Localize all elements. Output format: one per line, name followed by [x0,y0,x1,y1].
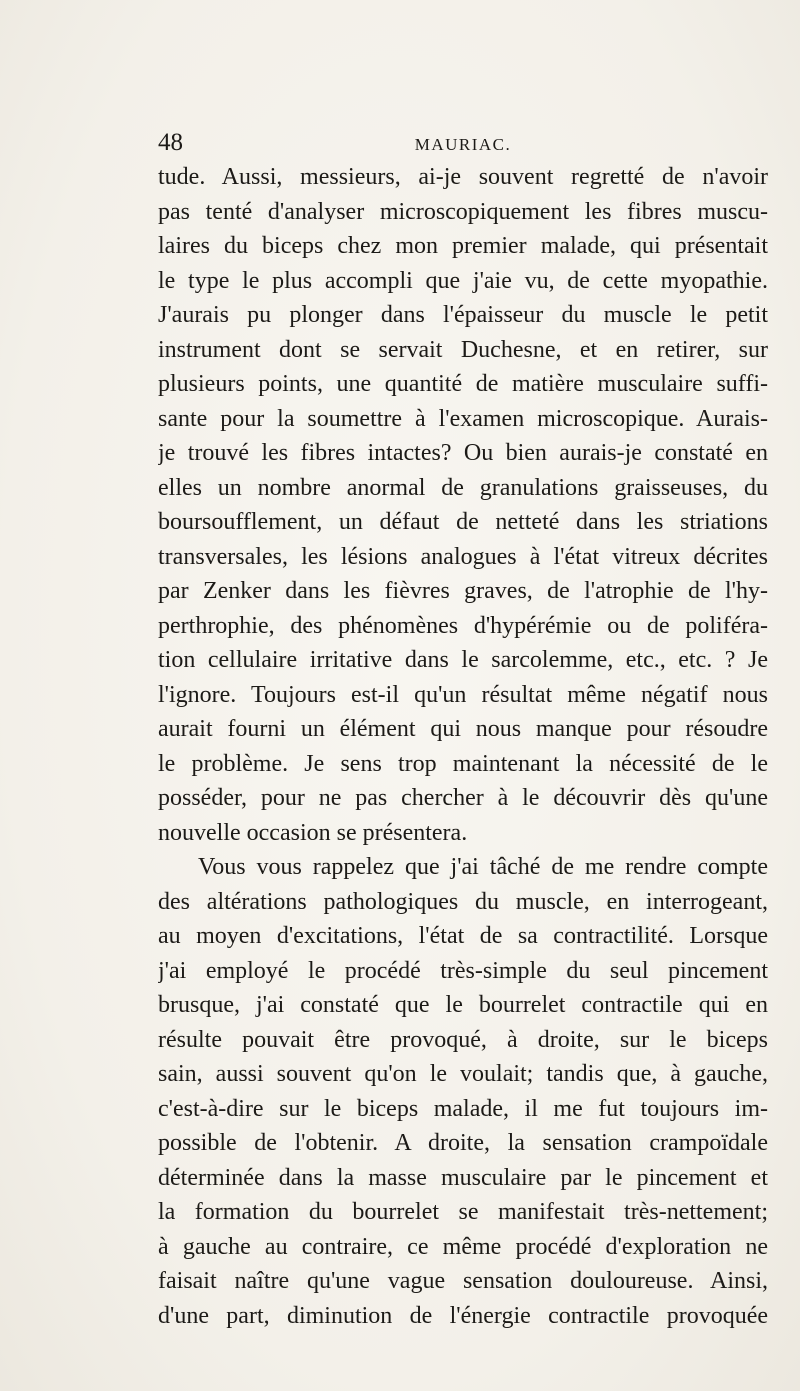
text-line: sain, aussi souvent qu'on le voulait; tandis que, à gauche, [158,1061,768,1087]
text-line: tion cellulaire irritative dans le sarcolemme, etc., etc. ? Je [158,647,768,673]
text-line: c'est-à-dire sur le biceps malade, il me fut toujours im- [158,1095,768,1122]
text-line: sante pour la soumettre à l'examen microscopique. Aurais- [158,405,768,432]
text-line: plusieurs points, une quantité de matière musculaire suffi- [158,371,768,397]
text-line: elles un nombre anormal de granulations graisseuses, du [158,474,768,501]
text-line: au moyen d'excitations, l'état de sa contractilité. Lorsque [158,923,768,949]
text-line: le problème. Je sens trop maintenant la nécessité de le [158,750,768,777]
page-header [158,128,768,162]
text-line: résulte pouvait être provoqué, à droite, sur le biceps [158,1026,768,1053]
page-number: 48 [158,129,183,156]
text-line: posséder, pour ne pas chercher à le découvrir dès qu'une [158,785,768,811]
text-line: pas tenté d'analyser microscopiquement les fibres muscu- [158,198,768,225]
text-line: faisait naître qu'une vague sensation douloureuse. Ainsi, [158,1268,768,1294]
text-line: j'ai employé le procédé très-simple du seul pincement [158,957,768,984]
text-line: par Zenker dans les fièvres graves, de l'atrophie de l'hy- [158,578,768,604]
text-line: le type le plus accompli que j'aie vu, de cette myopathie. [158,267,768,294]
text-line: instrument dont se servait Duchesne, et en retirer, sur [158,336,768,363]
text-line: des altérations pathologiques du muscle, en interrogeant, [158,888,768,915]
text-line: je trouvé les fibres intactes? Ou bien aurais-je constaté en [158,440,768,466]
running-head: MAURIAC. [414,135,512,154]
text-line: aurait fourni un élément qui nous manque pour résoudre [158,716,768,742]
text-line: perthrophie, des phénomènes d'hypérémie ou de poliféra- [158,612,768,639]
text-line: la formation du bourrelet se manifestait très-nettement; [158,1199,768,1225]
text-line: d'une part, diminution de l'énergie contractile provoquée [158,1302,768,1329]
text-line-paragraph-end: nouvelle occasion se présentera. [158,819,468,846]
text-line: transversales, les lésions analogues à l'état vitreux décrites [158,543,768,570]
text-line: possible de l'obtenir. A droite, la sensation crampoïdale [158,1130,768,1156]
text-line: laires du biceps chez mon premier malade, qui présentait [158,233,768,259]
text-line-paragraph-start: Vous vous rappelez que j'ai tâché de me rendre compte [198,854,768,880]
text-line: tude. Aussi, messieurs, ai-je souvent regretté de n'avoir [158,164,768,190]
text-line: à gauche au contraire, ce même procédé d'exploration ne [158,1233,768,1260]
text-line: J'aurais pu plonger dans l'épaisseur du muscle le petit [158,302,768,328]
text-line: l'ignore. Toujours est-il qu'un résultat même négatif nous [158,681,768,708]
text-line: brusque, j'ai constaté que le bourrelet contractile qui en [158,992,768,1018]
text-line: boursoufflement, un défaut de netteté dans les striations [158,509,768,535]
text-line: déterminée dans la masse musculaire par le pincement et [158,1164,768,1191]
body-text [158,160,768,1333]
